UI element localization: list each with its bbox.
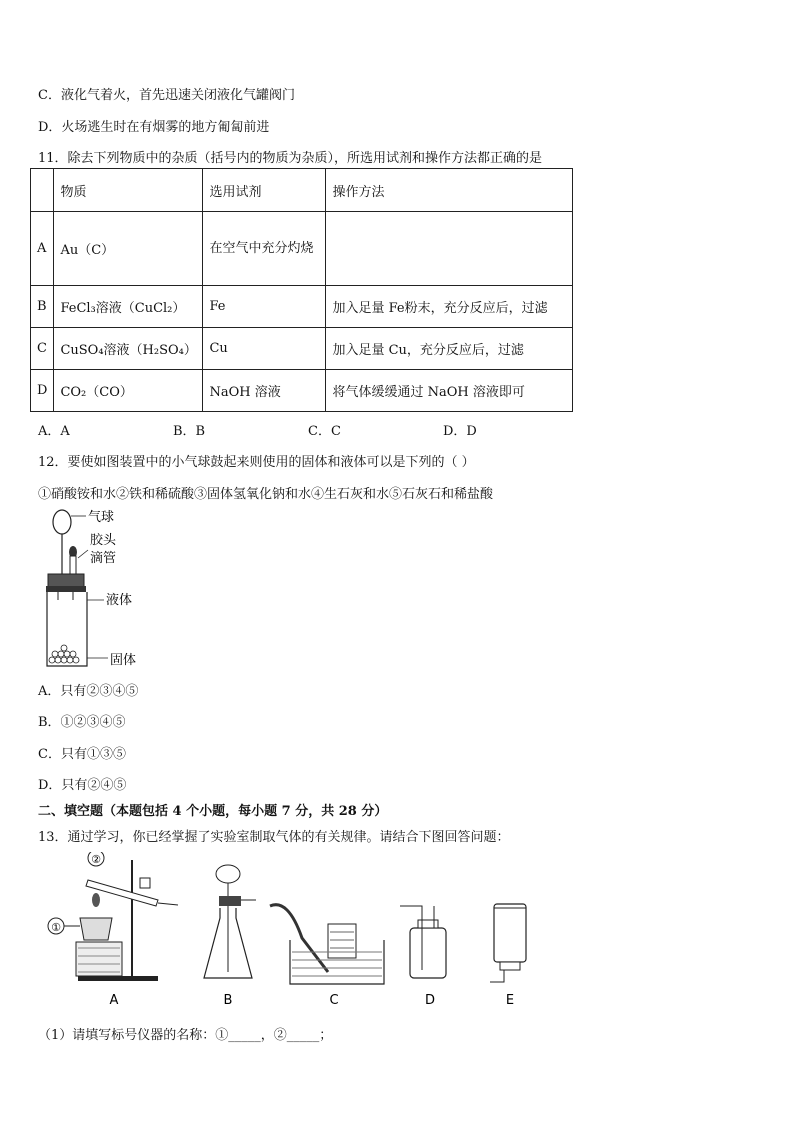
q12-answer-d: D．只有②④⑤: [38, 778, 127, 793]
method-cell: 加入足量 Fe粉末，充分反应后，过滤: [326, 286, 573, 328]
answer-option: D．D: [443, 424, 477, 439]
row-id: C: [31, 328, 54, 370]
reagent-cell: Fe: [203, 286, 326, 328]
table-row: [31, 286, 573, 328]
reagent-cell: NaOH 溶液: [203, 370, 326, 412]
table-header: 物质: [54, 169, 203, 212]
apparatus-e: [490, 904, 526, 1008]
label-d: D: [424, 993, 436, 1008]
substance-cell: Au（C）: [54, 212, 203, 286]
dropper-label-2: 滴管: [90, 551, 117, 566]
gas-apparatus-figure: [38, 852, 558, 1022]
apparatus-d: [400, 906, 446, 1008]
q13-sub1: （1）请填写标号仪器的名称：①_____，②_____；: [38, 1028, 333, 1043]
mark-2: ②: [91, 853, 101, 866]
q12-stem: 12．要使如图装置中的小气球鼓起来则使用的固体和液体可以是下列的（ ）: [38, 455, 475, 470]
answer-option: C．C: [308, 424, 341, 439]
method-cell: 加入足量 Cu，充分反应后，过滤: [326, 328, 573, 370]
q12-answer-c: C．只有①③⑤: [38, 747, 126, 762]
label-c: C: [329, 993, 339, 1008]
liquid-label: 液体: [106, 593, 133, 608]
label-e: E: [505, 993, 515, 1008]
q11-table: [30, 168, 573, 412]
balloon-label: 气球: [88, 510, 115, 525]
table-cell: [31, 169, 54, 212]
table-row: [31, 212, 573, 286]
label-a: A: [109, 993, 119, 1008]
table-header-row: [31, 169, 573, 212]
section-heading: 二、填空题（本题包括 4 个小题，每小题 7 分，共 28 分）: [38, 804, 388, 819]
reagent-cell: Cu: [203, 328, 326, 370]
balloon-apparatus-figure: [38, 506, 148, 674]
answer-option: A．A: [38, 424, 70, 439]
solid-label: 固体: [110, 653, 137, 668]
table-header: 操作方法: [326, 169, 573, 212]
row-id: A: [31, 212, 54, 286]
q12-answer-a: A．只有②③④⑤: [38, 684, 139, 699]
apparatus-a: [48, 852, 178, 1008]
substance-cell: CuSO₄溶液（H₂SO₄）: [54, 328, 203, 370]
row-id: D: [31, 370, 54, 412]
answer-option: B．B: [173, 424, 206, 439]
q11-answers: [38, 420, 578, 439]
substance-cell: CO₂（CO）: [54, 370, 203, 412]
row-id: B: [31, 286, 54, 328]
table-header: 选用试剂: [203, 169, 326, 212]
table-row: [31, 328, 573, 370]
apparatus-b: [204, 865, 256, 1008]
q10-option-d: D．火场逃生时在有烟雾的地方匍匐前进: [38, 120, 270, 135]
q12-items: ①硝酸铵和水②铁和稀硫酸③固体氢氧化钠和水④生石灰和水⑤石灰石和稀盐酸: [38, 487, 494, 502]
q12-answer-b: B．①②③④⑤: [38, 715, 126, 730]
mark-1: ①: [51, 921, 61, 934]
apparatus-c: [270, 905, 384, 1008]
dropper-label-1: 胶头: [90, 533, 117, 548]
q10-option-c: C．液化气着火，首先迅速关闭液化气罐阀门: [38, 88, 295, 103]
table-row: [31, 370, 573, 412]
q11-stem: 11．除去下列物质中的杂质（括号内的物质为杂质），所选用试剂和操作方法都正确的是: [38, 151, 543, 166]
method-cell: [326, 212, 573, 286]
q13-stem: 13．通过学习，你已经掌握了实验室制取气体的有关规律。请结合下图回答问题：: [38, 830, 510, 845]
method-cell: 将气体缓缓通过 NaOH 溶液即可: [326, 370, 573, 412]
reagent-cell: 在空气中充分灼烧: [203, 212, 326, 286]
label-b: B: [223, 993, 233, 1008]
substance-cell: FeCl₃溶液（CuCl₂）: [54, 286, 203, 328]
